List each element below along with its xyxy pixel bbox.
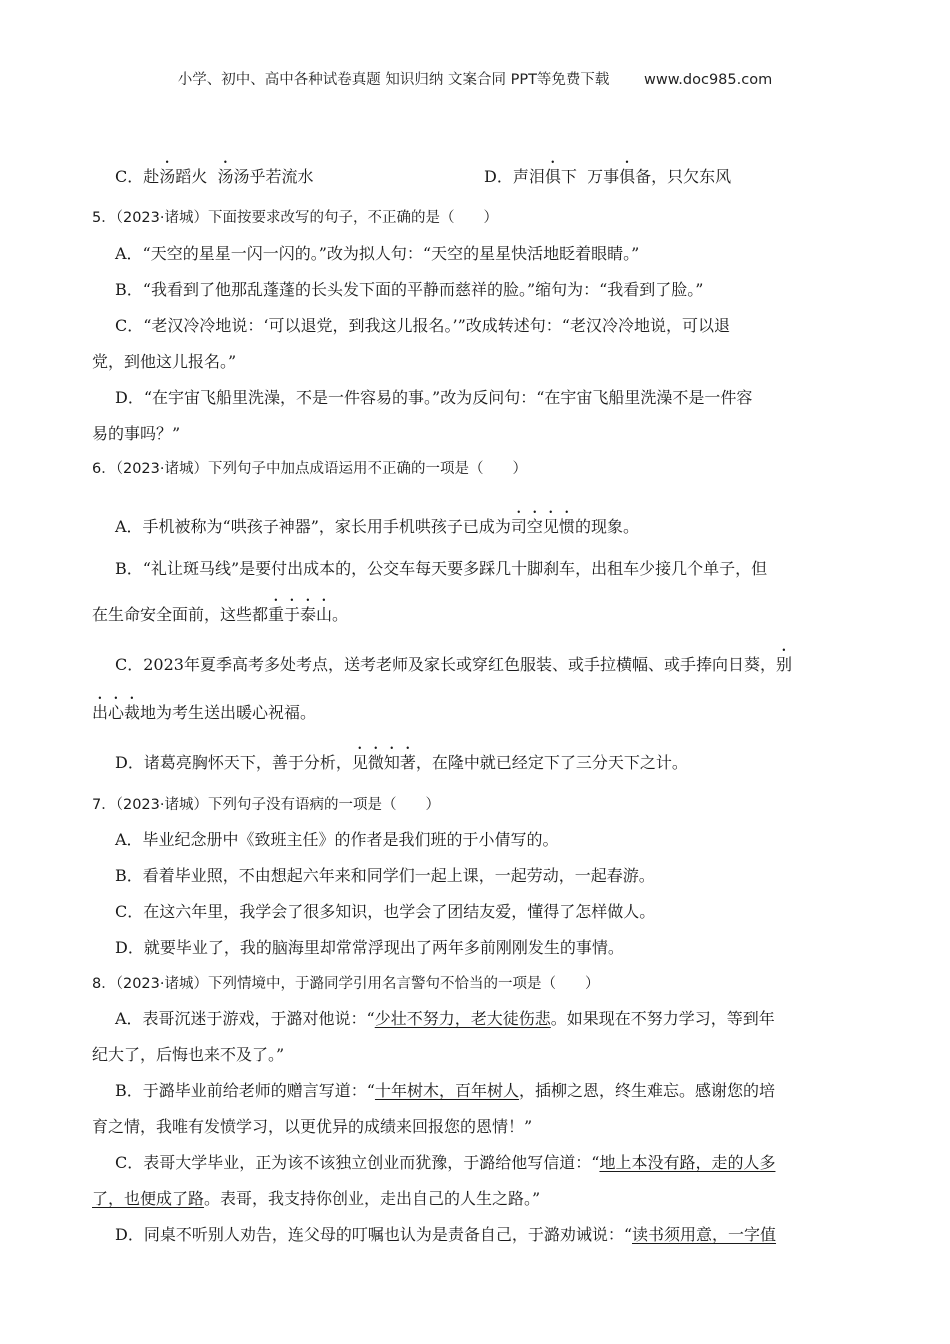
q6-c-idiom-start: 别 (775, 655, 792, 674)
q8-option-a-line2: 纪大了，后悔也来不及了。” (92, 1045, 285, 1064)
q6-c-idiom-end: 出心裁 (92, 703, 141, 722)
q7-option-d: D．就要毕业了，我的脑海里却常常浮现出了两年多前刚刚发生的事情。 (115, 938, 624, 957)
q4-option-c: C．赴汤蹈火 汤汤乎若流水 (115, 167, 314, 186)
q6-b-idiom: 重于泰山 (268, 605, 333, 624)
q8-c-quote-end: 了，也便成了路 (92, 1189, 205, 1208)
q8-option-a-line1: A．表哥沉迷于游戏，于潞对他说：“少壮不努力，老大徒伤悲。如果现在不努力学习，等到年 (115, 1009, 775, 1028)
q6-option-b-line2: 在生命安全面前，这些都重于泰山。 (92, 605, 349, 624)
q5-option-c-line1: C．“老汉冷冷地说：‘可以退党，到我这儿报名。’”改成转述句：“老汉冷冷地说，可以退 (115, 316, 730, 335)
q5-option-d-line1: D．“在宇宙飞船里洗澡，不是一件容易的事。”改为反问句：“在宇宙飞船里洗澡不是一件容 (115, 388, 753, 407)
q6-option-b-line1: B．“礼让斑马线”是要付出成本的，公交车每天要多踩几十脚刹车，出租车少接几个单子，但 (115, 559, 768, 578)
q8-a-quote: 少壮不努力，老大徒伤悲 (374, 1009, 551, 1028)
q5-option-d-line2: 易的事吗？” (92, 424, 181, 443)
page-header (0, 68, 950, 89)
q4-c-dot: 汤 (217, 167, 234, 186)
header-text: 小学、初中、高中各种试卷真题 知识归纳 文案合同 PPT等免费下载 (177, 72, 610, 88)
q8-option-b-line2: 育之情，我唯有发愤学习，以更优异的成绩来回报您的恩情！” (92, 1117, 533, 1136)
q4-c-idiom-1: 赴汤蹈火 (143, 167, 208, 186)
q8-option-c-line2: 了，也便成了路。表哥，我支持你创业，走出自己的人生之路。” (92, 1189, 541, 1208)
q6-option-c-line2: 出心裁地为考生送出暖心祝福。 (92, 703, 317, 722)
q8-option-b-line1: B．于潞毕业前给老师的赠言写道：“十年树木，百年树人，插柳之恩，终生难忘。感谢您的培 (115, 1081, 775, 1100)
q8-c-quote-start: 地上本没有路，走的人多 (599, 1153, 776, 1172)
q8-option-c-line1: C．表哥大学毕业，正为该不该独立创业而犹豫，于潞给他写信道：“地上本没有路，走的人多 (115, 1153, 776, 1172)
q8-b-quote: 十年树木，百年树人 (374, 1081, 519, 1100)
q4-option-d: D．声泪俱下 万事俱备，只欠东风 (484, 167, 732, 186)
q7-option-b: B．看着毕业照，不由想起六年来和同学们一起上课，一起劳动，一起春游。 (115, 866, 655, 885)
q8-option-d-line1: D．同桌不听别人劝告，连父母的叮嘱也认为是责备自己，于潞劝诫说：“读书须用意，一字值 (115, 1225, 777, 1244)
q6-option-a: A．手机被称为“哄孩子神器”，家长用手机哄孩子已成为司空见惯的现象。 (115, 517, 639, 536)
q6-option-c-line1: C．2023年夏季高考多处考点，送考老师及家长或穿红色服装、或手拉横幅、或手捧向日葵，别 (115, 655, 792, 674)
q5-stem: 5．（2023·诸城）下面按要求改写的句子，不正确的是（ ） (92, 210, 498, 226)
header-site[interactable]: www.doc985.com (644, 72, 773, 88)
q7-option-c: C．在这六年里，我学会了很多知识，也学会了团结友爱，懂得了怎样做人。 (115, 902, 656, 921)
q7-option-a: A．毕业纪念册中《致班主任》的作者是我们班的于小倩写的。 (115, 830, 559, 849)
q6-a-idiom: 司空见惯 (510, 517, 575, 536)
q6-option-d: D．诸葛亮胸怀天下，善于分析，见微知著，在隆中就已经定下了三分天下之计。 (115, 753, 688, 772)
q8-d-quote: 读书须用意，一字值 (632, 1225, 777, 1244)
q5-option-b: B．“我看到了他那乱蓬蓬的长头发下面的平静而慈祥的脸。”缩句为：“我看到了脸。” (115, 280, 704, 299)
q5-option-c-line2: 党，到他这儿报名。” (92, 352, 237, 371)
q6-d-idiom: 见微知著 (351, 753, 416, 772)
q5-option-a: A．“天空的星星一闪一闪的。”改为拟人句：“天空的星星快活地眨着眼睛。” (115, 244, 640, 263)
q6-stem: 6．（2023·诸城）下列句子中加点成语运用不正确的一项是（ ） (92, 461, 527, 477)
q7-stem: 7．（2023·诸城）下列句子没有语病的一项是（ ） (92, 797, 440, 813)
q8-stem: 8．（2023·诸城）下列情境中，于潞同学引用名言警句不恰当的一项是（ ） (92, 976, 600, 992)
